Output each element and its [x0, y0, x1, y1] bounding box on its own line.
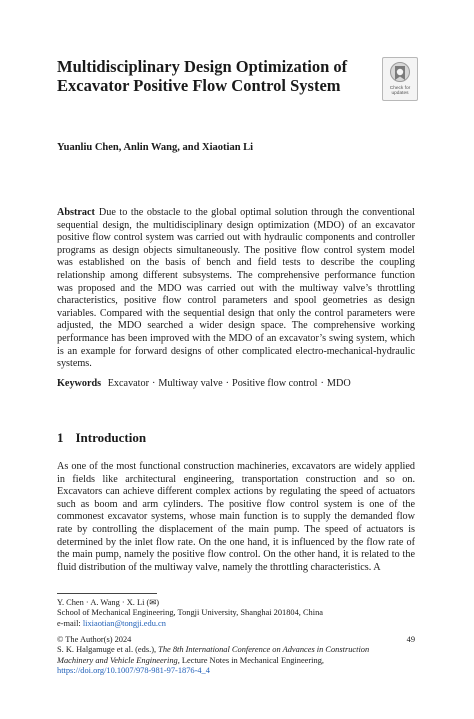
page-number: 49 — [406, 635, 415, 644]
footnote-email-line — [57, 619, 415, 629]
citation-editors: S. K. Halgamuge et al. (eds.), — [57, 645, 157, 655]
copyright-block — [57, 635, 397, 677]
author-list: Yuanliu Chen, Anlin Wang, and Xiaotian Li — [57, 142, 254, 153]
keywords-label: Keywords — [57, 378, 102, 389]
keyword-item: Excavator — [107, 378, 149, 389]
check-updates-label — [390, 86, 411, 96]
citation-series: , Lecture Notes in Mechanical Engineering, — [177, 655, 324, 665]
citation-line — [57, 645, 397, 676]
keyword-item: Positive flow control — [232, 378, 318, 389]
section-title: Introduction — [75, 430, 147, 445]
paper-title: Multidisciplinary Design Optimization of Excavator Positive Flow Control System — [57, 57, 348, 95]
footnote-authors: Y. Chen · A. Wang · X. Li (✉) — [57, 598, 160, 607]
author-footnote — [57, 598, 415, 629]
footnote-divider — [57, 593, 157, 594]
keyword-separator: · — [320, 378, 324, 389]
check-updates-line1: Check for — [389, 86, 411, 91]
doi-link[interactable]: https://doi.org/10.1007/978-981-97-1876-4_4 — [57, 666, 210, 676]
keywords — [57, 378, 415, 391]
keyword-separator: · — [225, 378, 230, 389]
keyword-item: Multiway valve — [158, 378, 223, 389]
abstract-text: Due to the obstacle to the global optimal solution through the conventional sequential design, the multidisciplinary design optimization (MDO) of an excavator positive flow control system was carried out with hydraulic components and controller programs as design objects simultaneously. The positive flow control system model was established on the basis of bench and field tests to describe the coupling relationship among different subsystems. The comprehensive performance function was proposed and the MDO was carried out with the multiway valve’s throttling characteristics, positive flow control parameters and spool geometries as design variables. Compared with the sequential design that only the control parameters were adjusted, the MDO searched a wider design space. The comprehensive working performance has been improved with the MDO of an excavator’s swing system, which is an example for forward designs of other complicated electro-mechanical-hydraulic systems. — [57, 207, 415, 370]
email-label: e-mail: — [57, 618, 81, 628]
section-heading — [57, 430, 146, 446]
check-updates-icon — [389, 61, 411, 85]
introduction-paragraph: As one of the most functional construction machineries, excavators are widely applied in fields like architectural engineering, transportation construction and so on. Excavators can achieve different complex actions by regulating the speed of actuators such as boom and arm cylinders. The positive flow control system is one of the commonest excavator systems, whose main function is to supply the demanded flow rate by controlling the displacement of the main pump. The speed of actuators is determined by the inlet flow rate. On the one hand, it is influenced by the flow rate of the main pump, namely the positive flow control. On the other hand, it is related to the fluid distribution of the multiway valve, namely the throttling characteristics. A — [57, 461, 415, 573]
section-number: 1 — [57, 430, 64, 445]
check-updates-line2: updates — [391, 91, 409, 96]
check-for-updates-badge[interactable] — [382, 57, 418, 101]
email-link[interactable]: lixiaotian@tongji.edu.cn — [82, 618, 166, 628]
abstract — [57, 207, 415, 371]
keyword-item: MDO — [326, 378, 351, 389]
copyright-line: © The Author(s) 2024 — [57, 635, 132, 644]
abstract-label: Abstract — [57, 207, 95, 218]
keyword-separator: · — [152, 378, 156, 389]
citation-proceedings: The 8th International Conference on Advances in Construction Machinery and Vehicle Engineering — [57, 645, 370, 665]
footnote-affiliation: School of Mechanical Engineering, Tongji University, Shanghai 201804, China — [57, 608, 323, 618]
